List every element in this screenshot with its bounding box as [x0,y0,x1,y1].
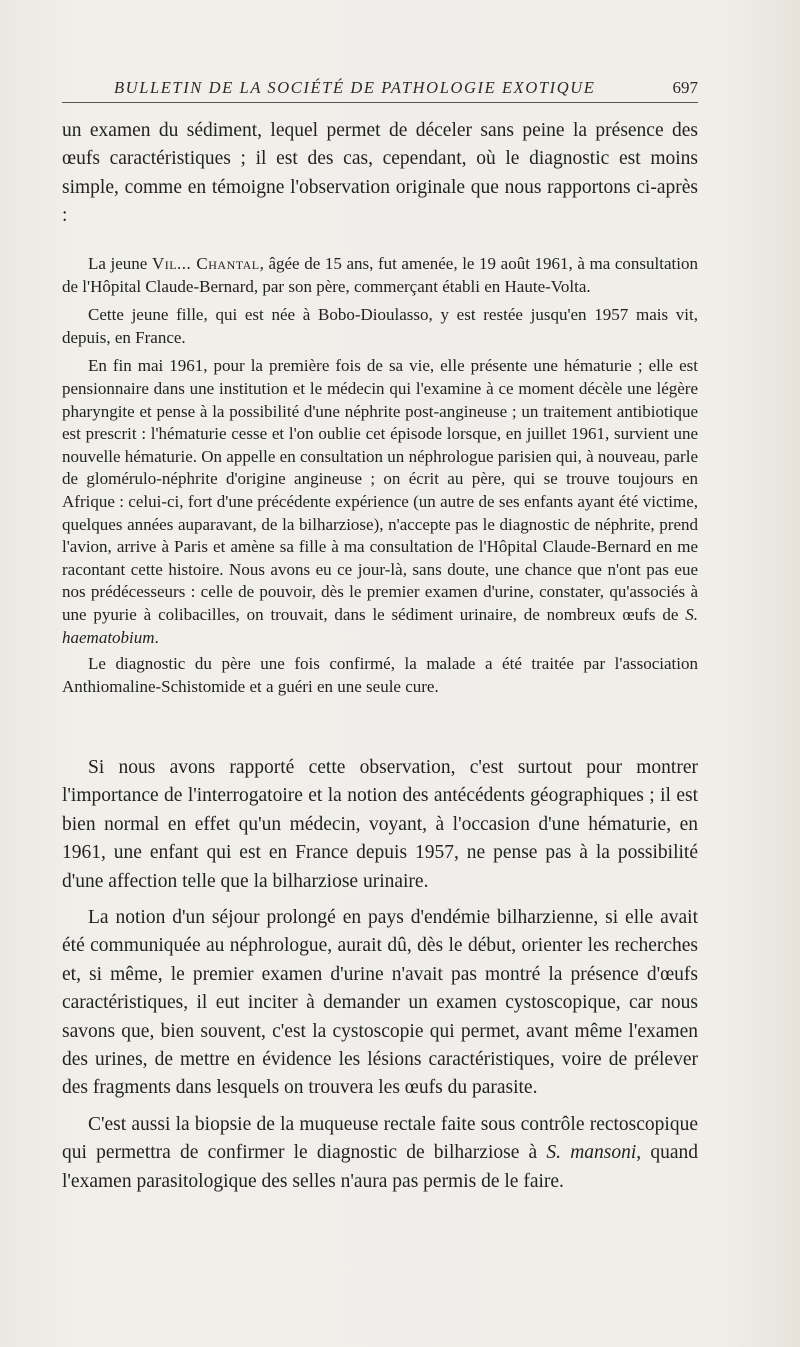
discussion-p3-end: , quand l'examen parasitologique des selles n'aura pas permis de le faire. [62,1142,699,1192]
observation-paragraph-1 [62,253,698,298]
intro-paragraph-block [62,117,698,231]
journal-title: BULLETIN DE LA SOCIÉTÉ DE PATHOLOGIE EXOTIQUE [114,78,596,97]
patient-name: Vil... Chantal [151,254,260,273]
intro-paragraph: un examen du sédiment, lequel permet de déceler sans peine la présence des œufs caractéristiques ; il est des cas, cependant, où le diagnostic est moins simple, comme en témoigne l'observation originale que nous rapportons ci-après : [62,120,698,227]
species-name: S. haematobium [62,604,698,647]
observation-p3-text: En fin mai 1961, pour la première fois de sa vie, elle présente une hématurie ; elle est pensionnaire dans une institution et le médecin qui l'examine à ce moment décèle une légère pharyngite et pense à la possibilité d'une néphrite post-angineuse ; un traitement antibiotique est prescrit : l'hématurie cesse et l'on oublie cet épisode lorsque, en juillet 1961, survient une nouvelle hématurie. On appelle en consultation un néphrologue parisien qui, à nouveau, parle de glomérulo-néphrite d'origine angineuse ; on écrit au père, qui se trouve toujours en Afrique : celui-ci, fort d'une précédente expérience (un autre de ses enfants ayant été victime, quelques années auparavant, de la bilharziose), n'accepte pas le diagnostic de néphrite, prend l'avion, arrive à Paris et amène sa fille à ma consultation de l'Hôpital Claude-Bernard en me racontant cette histoire. Nous avons eu ce jour-là, sans doute, une chance que n'ont pas eue nos prédécesseurs : celle de pouvoir, dès le premier examen d'urine, constater, qu'associés à une pyurie à colibacilles, on trouvait, dans le sédiment urinaire, de nombreux œufs de [62,356,698,624]
observation-p3-end: . [154,627,159,647]
species-name-mansoni: S. mansoni [546,1142,637,1164]
observation-paragraph-3 [62,355,698,649]
discussion-paragraph-1: Si nous avons rapporté cette observation, c'est surtout pour montrer l'importance de l'interrogatoire et la notion des antécédents géographiques ; il est bien normal en effet qu'un médecin, voyant, à l'occasion d'une hématurie, en 1961, une enfant qui est en France depuis 1957, ne pense pas à la possibilité d'une affection telle que la bilharziose urinaire. [62,757,698,892]
discussion-section [62,754,698,1196]
observation-paragraph-2: Cette jeune fille, qui est née à Bobo-Dioulasso, y est restée jusqu'en 1957 mais vit, depuis, en France. [62,305,698,347]
running-header [62,78,698,103]
discussion-p3-text: C'est aussi la biopsie de la muqueuse rectale faite sous contrôle rectoscopique qui permettra de confirmer le diagnostic de bilharziose à [62,1113,698,1164]
observation-p1-text: , âgée de 15 ans, fut amenée, le 19 août 1961, à ma consultation de l'Hôpital Claude-Bernard, par son père, commerçant établi en Haute-Volta. [62,254,698,296]
page-number: 697 [672,78,698,97]
case-observation [62,253,698,698]
observation-lead: La jeune [88,254,152,273]
observation-paragraph-4: Le diagnostic du père une fois confirmé, la malade a été traitée par l'association Anthiomaline-Schistomide et a guéri en une seule cure. [62,654,698,696]
discussion-paragraph-2: La notion d'un séjour prolongé en pays d'endémie bilharzienne, si elle avait été communiquée au néphrologue, aurait dû, dès le début, orienter les recherches et, si même, le premier examen d'urine n'avait pas montré la présence d'œufs caractéristiques, il eut inciter à demander un examen cystoscopique, car nous savons que, bien souvent, c'est la cystoscopie qui permet, avant même l'examen des urines, de mettre en évidence les lésions caractéristiques, voire de prélever des fragments dans lesquels on trouvera les œufs du parasite. [62,907,698,1099]
discussion-paragraph-3 [62,1111,698,1196]
